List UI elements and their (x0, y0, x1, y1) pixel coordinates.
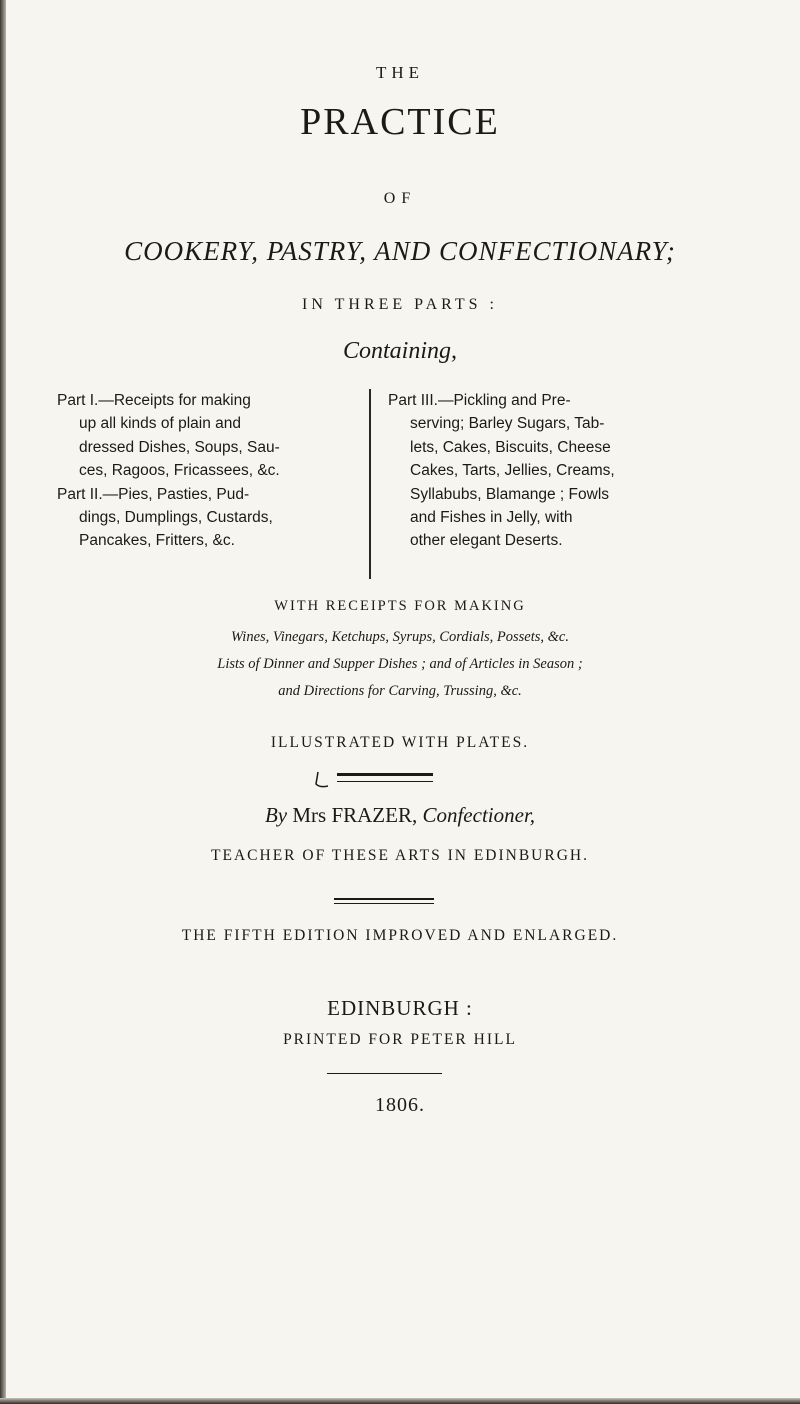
page-bottom-edge (0, 1398, 800, 1404)
contents-line: Part I.—Receipts for making (57, 392, 251, 409)
imprint-rule (327, 1073, 442, 1074)
contents-line: dings, Dumplings, Custards, (79, 509, 273, 527)
title-main: PRACTICE (300, 101, 500, 143)
ornamental-rule (337, 773, 433, 776)
author-teacher: TEACHER OF THESE ARTS IN EDINBURGH. (211, 847, 589, 864)
contents-line: other elegant Deserts. (410, 532, 563, 550)
imprint-printed: PRINTED FOR PETER HILL (283, 1031, 517, 1048)
contents-line: Part III.—Pickling and Pre- (388, 392, 571, 409)
contents-line: Part II.—Pies, Pasties, Pud- (57, 485, 250, 503)
containing-heading: Containing, (342, 338, 457, 364)
ornamental-rule (337, 781, 433, 782)
imprint-city: EDINBURGH : (327, 996, 473, 1020)
receipts-line: Lists of Dinner and Supper Dishes ; and of Articles in Season ; (217, 656, 583, 672)
contents-right-column (388, 389, 708, 553)
contents-line: Syllabubs, Blamange ; Fowls (410, 485, 610, 503)
page-left-edge (0, 0, 6, 1404)
contents-line: lets, Cakes, Biscuits, Cheese (410, 438, 611, 456)
illustrated-note: ILLUSTRATED WITH PLATES. (270, 734, 530, 751)
contents-line: dressed Dishes, Soups, Sau- (79, 438, 280, 456)
contents-line: Cakes, Tarts, Jellies, Creams, (410, 462, 615, 480)
author-by: By (264, 803, 288, 827)
column-divider (369, 389, 371, 579)
title-parts: IN THREE PARTS : (302, 296, 498, 313)
title-subtitle: COOKERY, PASTRY, AND CONFECTIONARY; (124, 236, 676, 266)
receipts-line: Wines, Vinegars, Ketchups, Syrups, Cordials, Possets, &c. (231, 629, 569, 645)
receipts-heading: WITH RECEIPTS FOR MAKING (274, 598, 526, 614)
edition-line: THE FIFTH EDITION IMPROVED AND ENLARGED. (181, 927, 619, 944)
author-role: Confectioner, (422, 803, 536, 827)
section-rule (334, 903, 434, 904)
author-line (0, 803, 800, 828)
contents-line: and Fishes in Jelly, with (410, 509, 573, 527)
imprint-year: 1806. (375, 1094, 425, 1116)
title-of: OF (383, 190, 417, 207)
contents-line: up all kinds of plain and (79, 415, 242, 433)
contents-line: serving; Barley Sugars, Tab- (410, 415, 605, 433)
receipts-line: and Directions for Carving, Trussing, &c. (278, 683, 522, 699)
section-rule (334, 898, 434, 900)
contents-line: ces, Ragoos, Fricassees, &c. (79, 462, 280, 480)
contents-left-column (57, 389, 377, 553)
contents-line: Pancakes, Fritters, &c. (79, 532, 235, 550)
flourish-icon (312, 770, 334, 792)
author-name: Mrs FRAZER, (292, 803, 418, 827)
title-the: THE (375, 63, 425, 82)
